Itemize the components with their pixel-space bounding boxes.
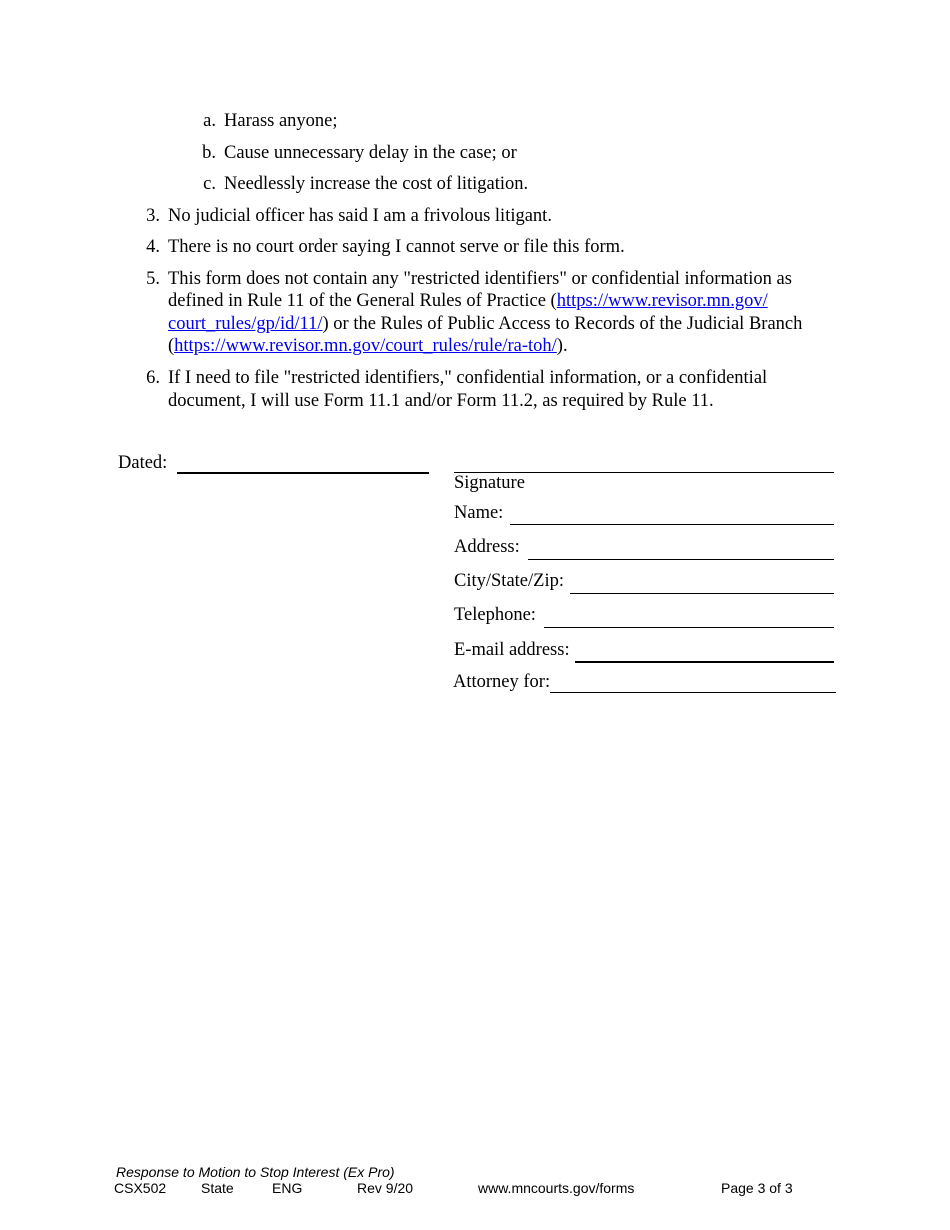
- item-5-line-2: [168, 290, 768, 312]
- item-5-line-4-close: ).: [556, 336, 568, 356]
- footer-form-code: CSX502: [114, 1180, 167, 1196]
- attorney-for-field-line[interactable]: [550, 692, 836, 693]
- rules-ra-toh-link[interactable]: https://www.revisor.mn.gov/court_rules/rule/ra-toh/: [174, 336, 557, 356]
- email-label: E-mail address:: [454, 640, 570, 660]
- name-field-line[interactable]: [510, 524, 834, 525]
- item-5-line-4-open: (: [168, 336, 175, 356]
- telephone-field-line[interactable]: [544, 627, 834, 628]
- item-5-line-3: [168, 313, 802, 335]
- telephone-label: Telephone:: [454, 605, 536, 625]
- footer-website: www.mncourts.gov/forms: [478, 1180, 635, 1196]
- dated-label: Dated:: [118, 453, 168, 473]
- subitem-text-b: Cause unnecessary delay in the case; or: [224, 143, 517, 163]
- item-5-line-1: This form does not contain any "restricted identifiers" or confidential information as: [168, 269, 792, 289]
- city-state-zip-label: City/State/Zip:: [454, 571, 564, 591]
- item-marker-3: 3.: [146, 206, 160, 226]
- item-6-line-1: If I need to file "restricted identifiers," confidential information, or a confidential: [168, 368, 768, 388]
- item-text-4: There is no court order saying I cannot serve or file this form.: [168, 237, 625, 257]
- address-label: Address:: [454, 537, 520, 557]
- item-5-line-2-text: defined in Rule 11 of the General Rules of Practice (: [168, 291, 557, 311]
- subitem-text-a: Harass anyone;: [224, 111, 338, 131]
- subitem-marker-b: b.: [202, 143, 216, 163]
- item-marker-5: 5.: [146, 269, 160, 289]
- email-field-line[interactable]: [575, 661, 834, 663]
- item-text-3: No judicial officer has said I am a frivolous litigant.: [168, 206, 552, 226]
- rules-gp-link-part-2[interactable]: court_rules/gp/id/11/: [168, 314, 323, 334]
- rules-gp-link-part-1[interactable]: https://www.revisor.mn.gov/: [556, 291, 768, 311]
- attorney-for-label: Attorney for:: [453, 672, 551, 692]
- name-label: Name:: [454, 503, 504, 523]
- footer-jurisdiction: State: [201, 1180, 234, 1196]
- subitem-marker-a: a.: [203, 111, 216, 131]
- dated-field-line[interactable]: [177, 472, 429, 474]
- item-marker-4: 4.: [146, 237, 160, 257]
- footer-language: ENG: [272, 1180, 303, 1196]
- subitem-text-c: Needlessly increase the cost of litigation.: [224, 174, 529, 194]
- address-field-line[interactable]: [528, 559, 834, 560]
- signature-label: Signature: [454, 473, 525, 493]
- footer-form-title: Response to Motion to Stop Interest (Ex Pro): [116, 1164, 395, 1180]
- item-5-line-4: [168, 335, 568, 357]
- city-state-zip-field-line[interactable]: [570, 593, 834, 594]
- footer-page-number: Page 3 of 3: [721, 1180, 793, 1196]
- footer-revision: Rev 9/20: [357, 1180, 414, 1196]
- item-marker-6: 6.: [146, 368, 160, 388]
- item-6-line-2: document, I will use Form 11.1 and/or Form 11.2, as required by Rule 11.: [168, 391, 714, 411]
- item-5-line-3-text: ) or the Rules of Public Access to Records of the Judicial Branch: [322, 314, 803, 334]
- subitem-marker-c: c.: [203, 174, 216, 194]
